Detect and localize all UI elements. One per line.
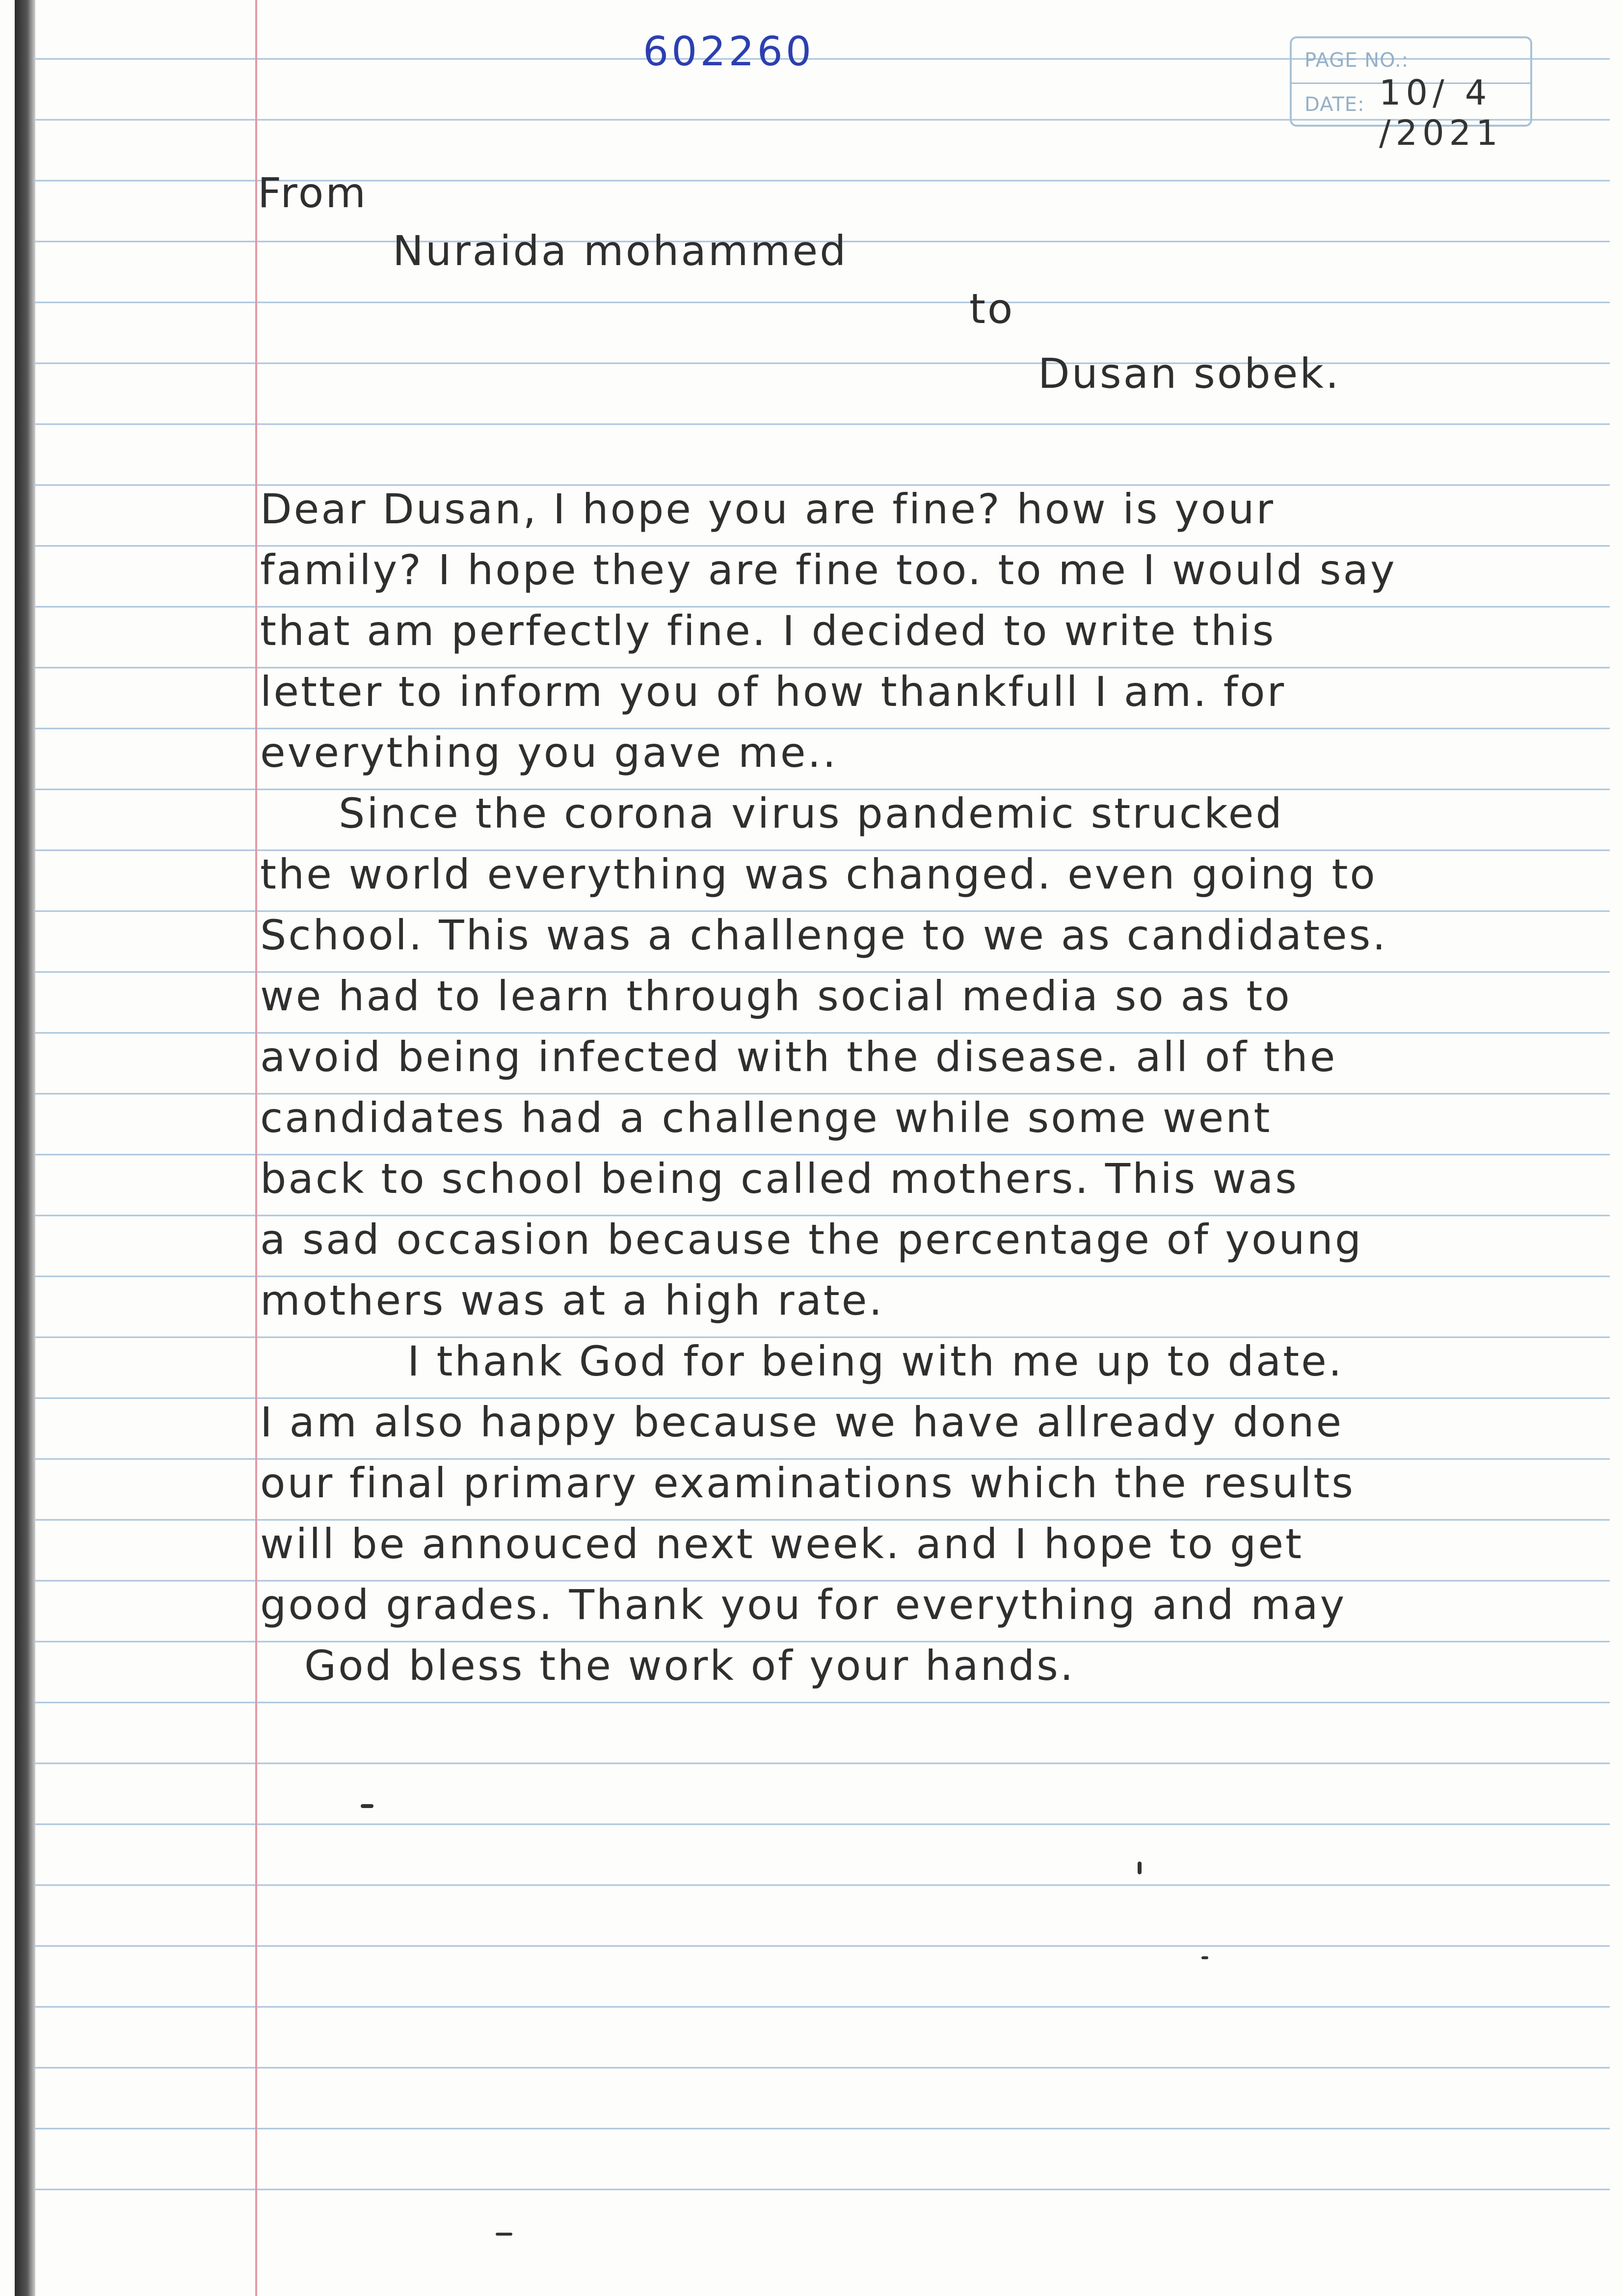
letter-line: back to school being called mothers. This was	[260, 1155, 1299, 1203]
letter-line: family? I hope they are fine too. to me I would say	[260, 546, 1397, 594]
from-label: From	[258, 169, 368, 217]
stray-mark	[496, 2233, 512, 2236]
to-label: to	[969, 285, 1015, 333]
letter-line: God bless the work of your hands.	[304, 1642, 1075, 1690]
letter-line: everything you gave me..	[260, 729, 838, 777]
letter-line: avoid being infected with the disease. all of the	[260, 1033, 1337, 1081]
letter-line: letter to inform you of how thankfull I am. for	[260, 668, 1286, 716]
letter-line: that am perfectly fine. I decided to write this	[260, 607, 1276, 655]
letter-line: I am also happy because we have allready done	[260, 1398, 1344, 1446]
letter-line: Dear Dusan, I hope you are fine? how is your	[260, 485, 1276, 533]
letter-line: Since the corona virus pandemic strucked	[339, 789, 1284, 837]
stray-mark	[1138, 1862, 1142, 1874]
letter-line: will be annouced next week. and I hope to get	[260, 1520, 1304, 1568]
letter-line: mothers was at a high rate.	[260, 1276, 884, 1324]
page-no-label: PAGE NO.:	[1304, 49, 1409, 72]
date-value: 10/ 4 /2021	[1379, 73, 1503, 153]
reference-number: 602260	[643, 28, 815, 75]
letter-line: candidates had a challenge while some went	[260, 1094, 1272, 1142]
letter-line: the world everything was changed. even going to	[260, 850, 1377, 898]
letter-line: our final primary examinations which the results	[260, 1459, 1355, 1507]
stray-mark	[1201, 1956, 1208, 1959]
date-label: DATE:	[1304, 93, 1365, 116]
letter-line: School. This was a challenge to we as candidates.	[260, 911, 1388, 959]
letter-line: good grades. Thank you for everything and may	[260, 1581, 1347, 1629]
stray-mark	[361, 1804, 373, 1808]
letter-line: we had to learn through social media so as to	[260, 972, 1292, 1020]
binding-edge	[15, 0, 35, 2296]
recipient-name: Dusan sobek.	[1038, 350, 1341, 398]
sender-name: Nuraida mohammed	[393, 227, 848, 275]
letter-line: I thank God for being with me up to date.	[407, 1337, 1344, 1385]
letter-line: a sad occasion because the percentage of young	[260, 1216, 1363, 1264]
